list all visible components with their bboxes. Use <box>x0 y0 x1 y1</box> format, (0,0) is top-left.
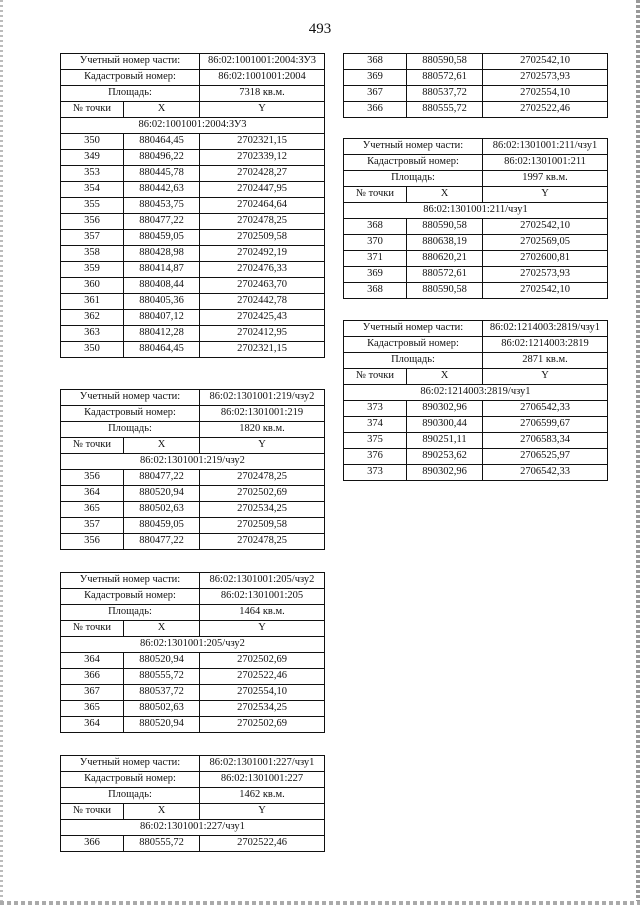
point-number: 357 <box>61 230 124 246</box>
x-coordinate: 890251,11 <box>407 433 483 449</box>
table-row <box>61 486 325 502</box>
table-row <box>344 251 608 267</box>
account-number-value: 86:02:1301001:205/чзу2 <box>200 573 325 589</box>
x-coordinate: 880453,75 <box>124 198 200 214</box>
point-number: 359 <box>61 262 124 278</box>
cadastral-number-row <box>61 70 325 86</box>
part-id-row <box>61 820 325 836</box>
part-id-row <box>344 203 608 219</box>
x-coordinate: 880496,22 <box>124 150 200 166</box>
table-row <box>344 219 608 235</box>
point-number: 363 <box>61 326 124 342</box>
table-row <box>61 518 325 534</box>
table-row <box>61 134 325 150</box>
y-coordinate: 2702442,78 <box>200 294 325 310</box>
y-coordinate: 2702447,95 <box>200 182 325 198</box>
y-coordinate: 2702600,81 <box>483 251 608 267</box>
point-number: 362 <box>61 310 124 326</box>
x-coordinate: 880638,19 <box>407 235 483 251</box>
x-coordinate: 880414,87 <box>124 262 200 278</box>
area-label: Площадь: <box>344 171 483 187</box>
table-row <box>61 669 325 685</box>
area-row <box>61 788 325 804</box>
part-id: 86:02:1301001:219/чзу2 <box>61 454 325 470</box>
cadastral-number-row <box>61 406 325 422</box>
y-coordinate: 2702428,27 <box>200 166 325 182</box>
y-coordinate: 2702478,25 <box>200 214 325 230</box>
x-coordinate: 880520,94 <box>124 653 200 669</box>
x-coordinate: 880537,72 <box>407 86 483 102</box>
y-coordinate: 2702476,33 <box>200 262 325 278</box>
table-row <box>344 465 608 481</box>
x-coordinate: 880428,98 <box>124 246 200 262</box>
x-coordinate: 880555,72 <box>124 669 200 685</box>
point-number: 356 <box>61 470 124 486</box>
table-row <box>344 102 608 118</box>
column-header-row <box>344 369 608 385</box>
point-number: 350 <box>61 342 124 358</box>
point-number: 358 <box>61 246 124 262</box>
cadastral-number-label: Кадастровый номер: <box>61 589 200 605</box>
y-coordinate: 2702534,25 <box>200 502 325 518</box>
area-row <box>61 605 325 621</box>
point-number: 354 <box>61 182 124 198</box>
table-row <box>61 326 325 342</box>
account-number-row <box>344 139 608 155</box>
column-header-x: X <box>124 804 200 820</box>
area-label: Площадь: <box>61 788 200 804</box>
y-coordinate: 2702573,93 <box>483 70 608 86</box>
y-coordinate: 2702542,10 <box>483 283 608 299</box>
point-number: 355 <box>61 198 124 214</box>
part-id: 86:02:1301001:211/чзу1 <box>344 203 608 219</box>
point-number: 369 <box>344 267 407 283</box>
column-header-point: № точки <box>61 102 124 118</box>
table-row <box>344 433 608 449</box>
table-row <box>344 86 608 102</box>
x-coordinate: 890302,96 <box>407 465 483 481</box>
table-row <box>61 246 325 262</box>
y-coordinate: 2702478,25 <box>200 534 325 550</box>
point-number: 364 <box>61 486 124 502</box>
area-value: 7318 кв.м. <box>200 86 325 102</box>
cadastral-number-label: Кадастровый номер: <box>61 70 200 86</box>
table-row <box>61 342 325 358</box>
x-coordinate: 880408,44 <box>124 278 200 294</box>
x-coordinate: 880412,28 <box>124 326 200 342</box>
table-row <box>61 701 325 717</box>
cadastral-number-value: 86:02:1001001:2004 <box>200 70 325 86</box>
y-coordinate: 2702554,10 <box>483 86 608 102</box>
y-coordinate: 2702502,69 <box>200 717 325 733</box>
table-row <box>344 54 608 70</box>
table-row <box>61 717 325 733</box>
point-number: 374 <box>344 417 407 433</box>
table-row <box>344 267 608 283</box>
column-header-x: X <box>124 621 200 637</box>
area-row <box>61 86 325 102</box>
point-number: 356 <box>61 534 124 550</box>
y-coordinate: 2706542,33 <box>483 465 608 481</box>
column-header-row <box>61 102 325 118</box>
account-number-label: Учетный номер части: <box>61 54 200 70</box>
y-coordinate: 2702522,46 <box>483 102 608 118</box>
column-header-x: X <box>407 369 483 385</box>
y-coordinate: 2702464,64 <box>200 198 325 214</box>
part-id: 86:02:1001001:2004:ЗУ3 <box>61 118 325 134</box>
part-id-row <box>61 454 325 470</box>
x-coordinate: 880520,94 <box>124 717 200 733</box>
y-coordinate: 2702509,58 <box>200 518 325 534</box>
table-row <box>344 401 608 417</box>
point-number: 368 <box>344 219 407 235</box>
column-header-y: Y <box>200 804 325 820</box>
table-row <box>344 235 608 251</box>
x-coordinate: 880502,63 <box>124 502 200 518</box>
area-row <box>344 171 608 187</box>
area-label: Площадь: <box>61 605 200 621</box>
point-number: 364 <box>61 717 124 733</box>
cadastral-number-label: Кадастровый номер: <box>61 406 200 422</box>
point-number: 370 <box>344 235 407 251</box>
y-coordinate: 2702321,15 <box>200 342 325 358</box>
x-coordinate: 890302,96 <box>407 401 483 417</box>
column-header-point: № точки <box>61 804 124 820</box>
y-coordinate: 2702321,15 <box>200 134 325 150</box>
point-number: 360 <box>61 278 124 294</box>
point-number: 353 <box>61 166 124 182</box>
y-coordinate: 2702339,12 <box>200 150 325 166</box>
column-header-y: Y <box>200 102 325 118</box>
point-number: 369 <box>344 70 407 86</box>
point-number: 376 <box>344 449 407 465</box>
y-coordinate: 2702502,69 <box>200 486 325 502</box>
y-coordinate: 2702502,69 <box>200 653 325 669</box>
column-header-point: № точки <box>344 187 407 203</box>
part-id: 86:02:1214003:2819/чзу1 <box>344 385 608 401</box>
x-coordinate: 880477,22 <box>124 534 200 550</box>
point-number: 357 <box>61 518 124 534</box>
account-number-value: 86:02:1301001:219/чзу2 <box>200 390 325 406</box>
cadastral-number-label: Кадастровый номер: <box>344 155 483 171</box>
point-number: 371 <box>344 251 407 267</box>
x-coordinate: 890300,44 <box>407 417 483 433</box>
table-row <box>61 836 325 852</box>
point-number: 366 <box>61 836 124 852</box>
y-coordinate: 2702425,43 <box>200 310 325 326</box>
y-coordinate: 2706525,97 <box>483 449 608 465</box>
x-coordinate: 880572,61 <box>407 70 483 86</box>
x-coordinate: 880477,22 <box>124 214 200 230</box>
coordinates-table-continuation <box>343 53 608 118</box>
column-header-y: Y <box>483 187 608 203</box>
column-header-y: Y <box>200 438 325 454</box>
y-coordinate: 2702522,46 <box>200 836 325 852</box>
scan-edge-bottom <box>0 901 640 905</box>
column-header-x: X <box>124 438 200 454</box>
table-row <box>61 294 325 310</box>
point-number: 365 <box>61 701 124 717</box>
point-number: 366 <box>344 102 407 118</box>
point-number: 368 <box>344 283 407 299</box>
x-coordinate: 880555,72 <box>407 102 483 118</box>
table-row <box>61 166 325 182</box>
y-coordinate: 2702554,10 <box>200 685 325 701</box>
point-number: 375 <box>344 433 407 449</box>
coordinates-table-227-czu1 <box>60 755 325 852</box>
y-coordinate: 2702534,25 <box>200 701 325 717</box>
x-coordinate: 880464,45 <box>124 342 200 358</box>
table-row <box>344 70 608 86</box>
column-header-y: Y <box>483 369 608 385</box>
cadastral-number-row <box>344 155 608 171</box>
cadastral-number-value: 86:02:1301001:219 <box>200 406 325 422</box>
coordinates-table-211-czu1 <box>343 138 608 299</box>
y-coordinate: 2702542,10 <box>483 54 608 70</box>
x-coordinate: 880459,05 <box>124 518 200 534</box>
area-value: 1997 кв.м. <box>483 171 608 187</box>
point-number: 373 <box>344 465 407 481</box>
account-number-label: Учетный номер части: <box>61 390 200 406</box>
y-coordinate: 2706542,33 <box>483 401 608 417</box>
y-coordinate: 2702492,19 <box>200 246 325 262</box>
column-header-row <box>61 804 325 820</box>
y-coordinate: 2702522,46 <box>200 669 325 685</box>
cadastral-number-value: 86:02:1301001:205 <box>200 589 325 605</box>
cadastral-number-value: 86:02:1301001:211 <box>483 155 608 171</box>
x-coordinate: 880555,72 <box>124 836 200 852</box>
table-row <box>61 214 325 230</box>
point-number: 373 <box>344 401 407 417</box>
coordinates-table-205-czu2 <box>60 572 325 733</box>
table-row <box>344 283 608 299</box>
x-coordinate: 880590,58 <box>407 219 483 235</box>
table-row <box>61 534 325 550</box>
point-number: 356 <box>61 214 124 230</box>
y-coordinate: 2702509,58 <box>200 230 325 246</box>
table-row <box>344 449 608 465</box>
point-number: 364 <box>61 653 124 669</box>
column-header-point: № точки <box>344 369 407 385</box>
point-number: 350 <box>61 134 124 150</box>
scan-edge-right <box>636 0 640 905</box>
x-coordinate: 880537,72 <box>124 685 200 701</box>
area-label: Площадь: <box>61 422 200 438</box>
x-coordinate: 880445,78 <box>124 166 200 182</box>
column-header-y: Y <box>200 621 325 637</box>
account-number-row <box>344 321 608 337</box>
column-header-row <box>61 438 325 454</box>
point-number: 349 <box>61 150 124 166</box>
account-number-value: 86:02:1301001:211/чзу1 <box>483 139 608 155</box>
y-coordinate: 2706599,67 <box>483 417 608 433</box>
cadastral-number-value: 86:02:1301001:227 <box>200 772 325 788</box>
area-row <box>61 422 325 438</box>
coordinates-table-219-czu2 <box>60 389 325 550</box>
column-header-row <box>61 621 325 637</box>
part-id-row <box>344 385 608 401</box>
table-row <box>61 502 325 518</box>
x-coordinate: 880405,36 <box>124 294 200 310</box>
part-id: 86:02:1301001:205/чзу2 <box>61 637 325 653</box>
x-coordinate: 880572,61 <box>407 267 483 283</box>
column-header-point: № точки <box>61 438 124 454</box>
area-label: Площадь: <box>61 86 200 102</box>
x-coordinate: 880459,05 <box>124 230 200 246</box>
account-number-row <box>61 54 325 70</box>
coordinates-table-2819-czu1 <box>343 320 608 481</box>
part-id: 86:02:1301001:227/чзу1 <box>61 820 325 836</box>
scan-edge-left <box>0 0 3 905</box>
y-coordinate: 2706583,34 <box>483 433 608 449</box>
column-header-x: X <box>407 187 483 203</box>
table-row <box>61 262 325 278</box>
x-coordinate: 880477,22 <box>124 470 200 486</box>
table-row <box>61 230 325 246</box>
x-coordinate: 880590,58 <box>407 54 483 70</box>
point-number: 365 <box>61 502 124 518</box>
table-row <box>61 278 325 294</box>
x-coordinate: 880464,45 <box>124 134 200 150</box>
account-number-value: 86:02:1301001:227/чзу1 <box>200 756 325 772</box>
x-coordinate: 880620,21 <box>407 251 483 267</box>
x-coordinate: 880442,63 <box>124 182 200 198</box>
y-coordinate: 2702569,05 <box>483 235 608 251</box>
account-number-row <box>61 756 325 772</box>
account-number-label: Учетный номер части: <box>344 321 483 337</box>
account-number-value: 86:02:1001001:2004:ЗУ3 <box>200 54 325 70</box>
account-number-label: Учетный номер части: <box>61 756 200 772</box>
table-row <box>61 685 325 701</box>
account-number-row <box>61 573 325 589</box>
cadastral-number-row <box>61 589 325 605</box>
x-coordinate: 880520,94 <box>124 486 200 502</box>
page-number: 493 <box>308 21 332 37</box>
account-number-row <box>61 390 325 406</box>
area-label: Площадь: <box>344 353 483 369</box>
cadastral-number-label: Кадастровый номер: <box>344 337 483 353</box>
column-header-x: X <box>124 102 200 118</box>
area-row <box>344 353 608 369</box>
area-value: 1464 кв.м. <box>200 605 325 621</box>
y-coordinate: 2702412,95 <box>200 326 325 342</box>
table-row <box>61 310 325 326</box>
cadastral-number-label: Кадастровый номер: <box>61 772 200 788</box>
cadastral-number-value: 86:02:1214003:2819 <box>483 337 608 353</box>
point-number: 367 <box>344 86 407 102</box>
x-coordinate: 880407,12 <box>124 310 200 326</box>
cadastral-number-row <box>344 337 608 353</box>
y-coordinate: 2702463,70 <box>200 278 325 294</box>
table-row <box>61 470 325 486</box>
cadastral-number-row <box>61 772 325 788</box>
column-header-row <box>344 187 608 203</box>
column-header-point: № точки <box>61 621 124 637</box>
table-row <box>344 417 608 433</box>
point-number: 361 <box>61 294 124 310</box>
account-number-label: Учетный номер части: <box>344 139 483 155</box>
x-coordinate: 880502,63 <box>124 701 200 717</box>
table-row <box>61 653 325 669</box>
coordinates-table-2004-zu3 <box>60 53 325 358</box>
area-value: 2871 кв.м. <box>483 353 608 369</box>
table-row <box>61 150 325 166</box>
account-number-value: 86:02:1214003:2819/чзу1 <box>483 321 608 337</box>
y-coordinate: 2702478,25 <box>200 470 325 486</box>
area-value: 1462 кв.м. <box>200 788 325 804</box>
point-number: 366 <box>61 669 124 685</box>
area-value: 1820 кв.м. <box>200 422 325 438</box>
part-id-row <box>61 637 325 653</box>
y-coordinate: 2702573,93 <box>483 267 608 283</box>
account-number-label: Учетный номер части: <box>61 573 200 589</box>
part-id-row <box>61 118 325 134</box>
x-coordinate: 880590,58 <box>407 283 483 299</box>
y-coordinate: 2702542,10 <box>483 219 608 235</box>
point-number: 367 <box>61 685 124 701</box>
x-coordinate: 890253,62 <box>407 449 483 465</box>
point-number: 368 <box>344 54 407 70</box>
table-row <box>61 182 325 198</box>
table-row <box>61 198 325 214</box>
